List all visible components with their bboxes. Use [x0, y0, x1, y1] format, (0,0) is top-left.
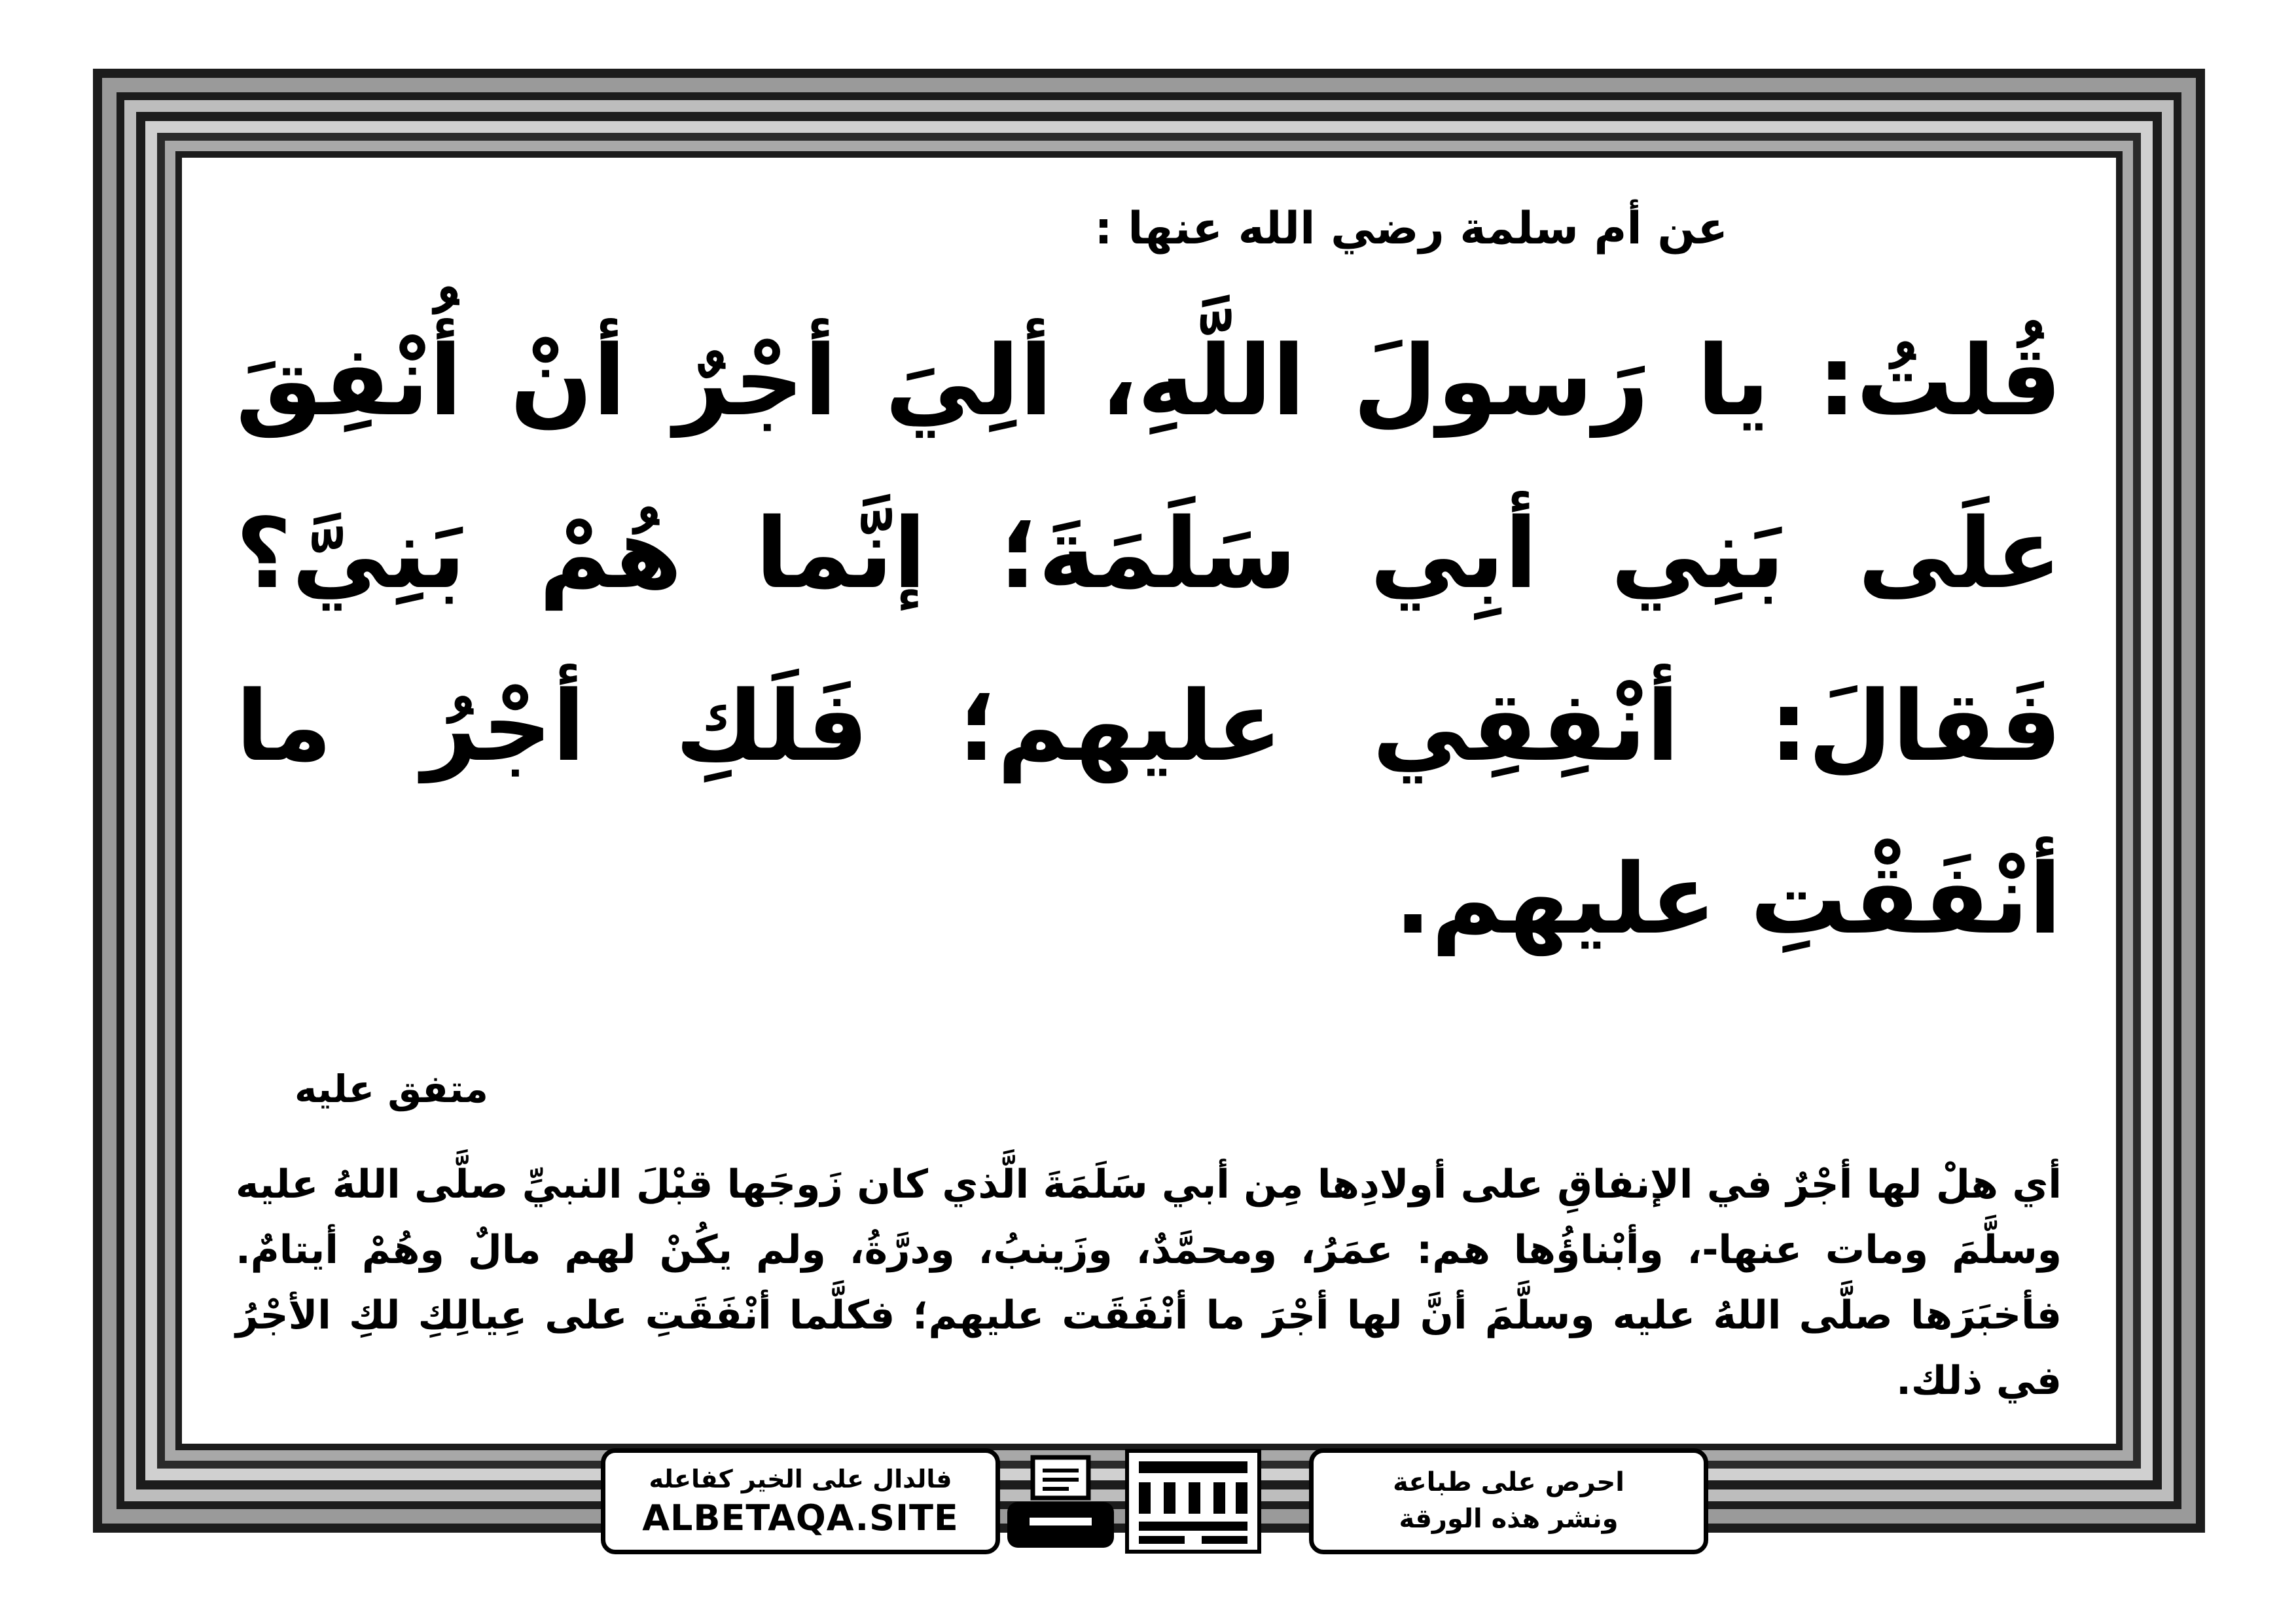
call-to-action-line1: احرص على طباعة	[1393, 1467, 1624, 1497]
website-url: ALBETAQA.SITE	[642, 1497, 959, 1539]
narrator-line: عن أم سلمة رضي الله عنها :	[1094, 203, 1728, 255]
call-to-action-line2: ونشر هذه الورقة	[1399, 1504, 1619, 1534]
hadith-text: قُلتُ: يا رَسولَ اللَّهِ، ألِيَ أجْرٌ أنْ أُنْفِقَ علَى بَنِي أبِي سَلَمَةَ؛ إنَّما هُمْ بَنِيَّ؟ فَقالَ: أنْفِقِي عليهم؛ فَلَكِ أجْرُ ما أنْفَقْتِ عليهم.	[236, 325, 2062, 955]
hadith-explanation: أي هلْ لها أجْرٌ في الإنفاقِ على أولادِها مِن أبي سَلَمَةَ الَّذي كان زَوجَها قبْلَ النبيِّ صلَّى اللهُ عليه وسلَّمَ ومات عنها-، وأبْناؤُها هم: عمَرُ، ومحمَّدٌ، وزَينبُ، ودرَّةُ، ولم يكُنْ لهم مالٌ وهُمْ أيتامٌ. فأخبَرَها صلَّى اللهُ عليه وسلَّمَ أنَّ لها أجْرَ ما أنْفَقَت عليهم؛ فكلَّما أنْفَقَتِ على عِيالِكِ لكِ الأجْرُ في ذلك.	[236, 1162, 2062, 1404]
call-to-action-box	[1309, 1448, 1708, 1554]
website-slogan: فالدال على الخير كفاعله	[649, 1465, 952, 1493]
footer-banner	[601, 1448, 1708, 1554]
card-content	[236, 190, 2062, 1433]
hadith-source: متفق عليه	[295, 1067, 488, 1111]
website-box	[601, 1448, 1000, 1554]
printer-icon	[1003, 1454, 1118, 1552]
logo-icon	[1124, 1448, 1262, 1554]
